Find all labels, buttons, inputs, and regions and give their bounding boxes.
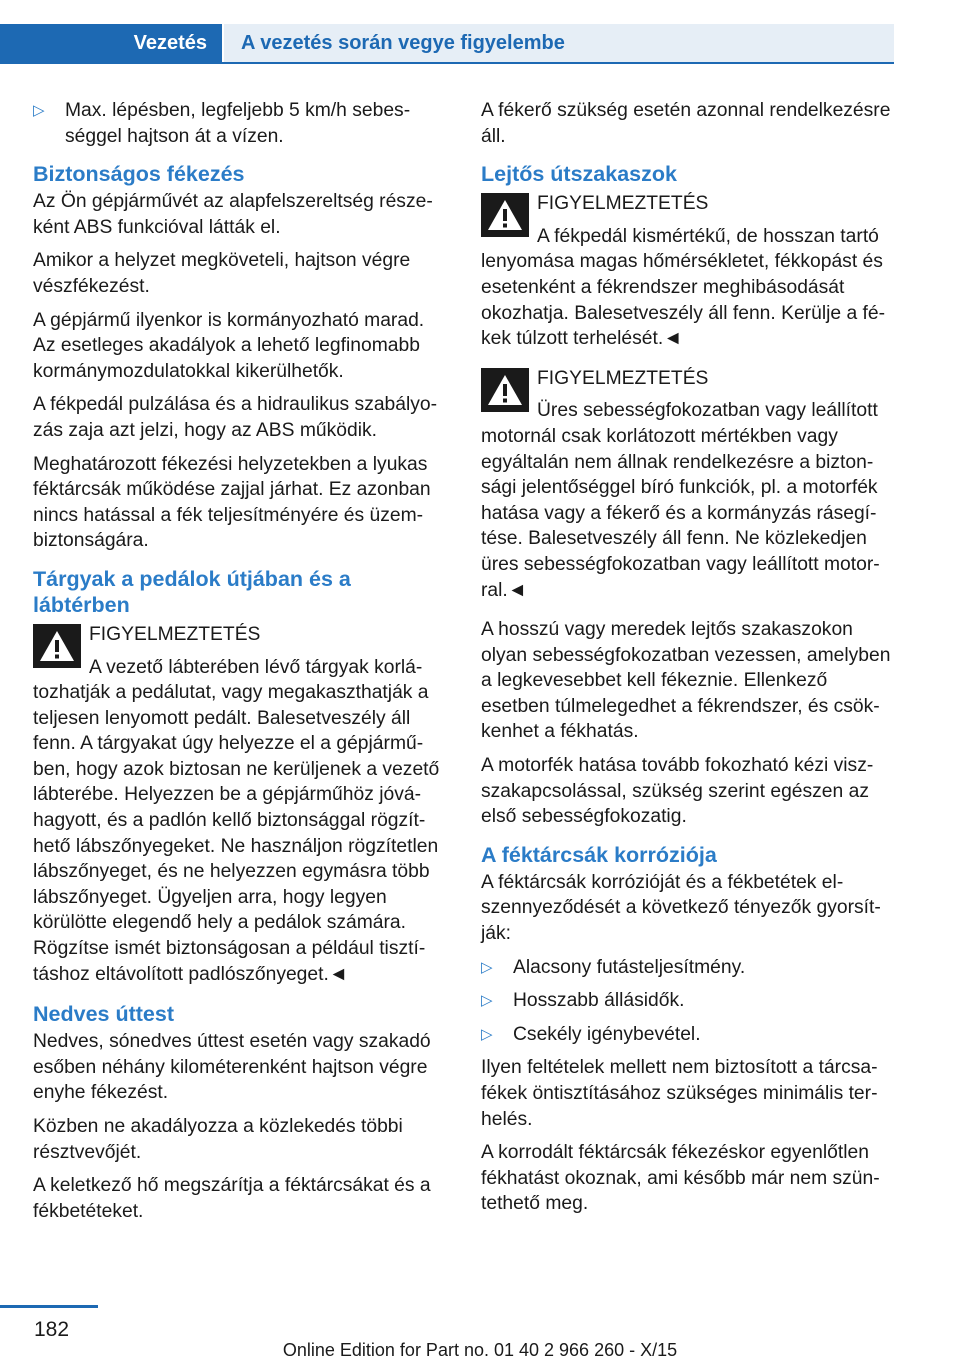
triangle-right-icon: ▷ (33, 102, 45, 119)
paragraph: A fékerő szükség esetén azonnal rendelkezésre áll. (481, 100, 891, 147)
list-item (481, 955, 897, 981)
paragraph: Az Ön gépjárművét az alapfelszereltség részeként ABS funkcióval látták el. (33, 191, 433, 238)
edition-note: Online Edition for Part no. 01 40 2 966 260 - X/15 (282, 1340, 678, 1360)
bullet-text: Hosszabb állásidők. (513, 990, 685, 1012)
paragraph: A fékpedál pulzálása és a hidraulikus szabályozás zaja azt jelzi, hogy az ABS működik. (33, 394, 438, 441)
heading-slopes: Lejtős útszakaszok (481, 162, 677, 187)
triangle-right-icon: ▷ (481, 958, 493, 976)
bullet-text: Alacsony futásteljesítmény. (513, 956, 746, 978)
warning-block (33, 622, 449, 987)
list-item (481, 988, 897, 1014)
paragraph: A korrodált féktárcsák fékezéskor egyenlőtlen fékhatást okoznak, ami később már nem szüntethető meg. (481, 1142, 880, 1215)
bullet-text: Max. lépésben, legfeljebb 5 km/h sebességgel hajtson át a vízen. (65, 100, 411, 147)
section-tab-driving: Vezetés (0, 24, 222, 62)
paragraph: A keletkező hő megszárítja a féktárcsákat és a fékbetéteket. (33, 1175, 431, 1222)
warning-block (481, 191, 897, 352)
page-header (0, 0, 960, 64)
warning-triangle-icon (481, 368, 529, 412)
warning-triangle-icon (33, 624, 81, 668)
list-item (481, 1022, 897, 1048)
heading-wet-road: Nedves úttest (33, 1002, 174, 1027)
paragraph: A féktárcsák korrózióját és a fékbetétek elszennyeződését a következő tényezők gyorsítják: (481, 871, 881, 945)
warning-text: Üres sebességfokozatban vagy leállított motornál csak korlátozott mértékben vagy egyáltalán nem állnak rendelkezésre a biztonsági jelentőséggel bíró funkciók, pl. a motorfék hatása vagy a fékerő és a kormányzás rásegítése. Balesetveszély áll fenn. Ne közlekedjen üres sebességfokozatban vagy leállított motorral.◄ (481, 400, 880, 601)
page-number: 182 (34, 1318, 70, 1341)
header-divider (0, 62, 894, 64)
list-item (33, 98, 449, 149)
heading-safe-braking: Biztonságos fékezés (33, 162, 245, 187)
warning-block (481, 366, 897, 603)
warning-text: A fékpedál kismértékű, de hosszan tartó lenyomása magas hőmérsékletet, fékkopást és esetenként a fékrendszer meghibásodását okozhatja. Balesetveszély áll fenn. Kerülje a fékek túlzott terhelését.◄ (481, 225, 886, 350)
warning-title: FIGYELMEZTETÉS (89, 623, 261, 645)
paragraph: Nedves, sónedves úttest esetén vagy szakadó esőben néhány kilométerenként hajtson végre enyhe fékezést. (33, 1031, 431, 1104)
paragraph: A hosszú vagy meredek lejtős szakaszokon olyan sebességfokozatban vezessen, amelyben a legkevesebbet kell fékeznie. Ellenkező esetben túlmelegedhet a fékrendszer, és csökkenhet a fékhatás. (481, 619, 891, 743)
bullet-text: Csekély igénybevétel. (513, 1023, 701, 1045)
paragraph: A gépjármű ilyenkor is kormányozható marad. Az esetleges akadályok a lehető legfinomabb kormánymozdulatokkal kikerülhetők. (33, 309, 425, 382)
warning-triangle-icon (481, 193, 529, 237)
triangle-right-icon: ▷ (481, 992, 493, 1010)
warning-text: A vezető lábterében lévő tárgyak korlátozhatják a pedálutat, vagy megakaszthatják a teljesen lenyomott pedált. Balesetveszély áll fenn. A tárgyakat úgy helyezze el a gépjárműben, hogy azok biztosan ne kerüljenek a vezető lábterébe. Helyezzen be a gépjárműhöz jóváhagyott, és a padlón kellő biztonsággal rögzíthető lábszőnyegeket. Ne használjon rögzítetlen lábszőnyeget, és ne helyezzen egymásra több lábszőnyeget. Ügyeljen arra, hogy legyen körülötte elegendő hely a pedálok számára. Rögzítse ismét biztonságosan a például tisztításhoz eltávolított padlószőnyeget.◄ (33, 656, 440, 985)
paragraph: Amikor a helyzet megköveteli, hajtson végre vészfékezést. (33, 250, 411, 297)
subsection-tab: A vezetés során vegye figyelembe (224, 24, 894, 62)
warning-title: FIGYELMEZTETÉS (537, 193, 709, 215)
left-column (33, 98, 449, 1232)
paragraph: Ilyen feltételek mellett nem biztosított a tárcsafékek öntisztításához szükséges minimális terhelés. (481, 1057, 878, 1130)
heading-disc-corrosion: A féktárcsák korróziója (481, 842, 717, 867)
paragraph: Meghatározott fékezési helyzetekben a lyukas féktárcsák működése zajjal járhat. Ez azonban nincs hatással a fék teljesítményére és üzembiztonságára. (33, 453, 431, 552)
right-column (481, 98, 897, 1225)
heading-pedal-objects: Tárgyak a pedálok útjában és a lábtérben (33, 566, 351, 617)
footer-divider (0, 1305, 98, 1308)
paragraph: A motorfék hatása tovább fokozható kézi viszszakapcsolással, szükség szerint egészen az első sebességfokozatig. (481, 755, 874, 828)
paragraph: Közben ne akadályozza a közlekedés többi résztvevőjét. (33, 1116, 403, 1163)
triangle-right-icon: ▷ (481, 1025, 493, 1043)
warning-title: FIGYELMEZTETÉS (537, 367, 709, 389)
